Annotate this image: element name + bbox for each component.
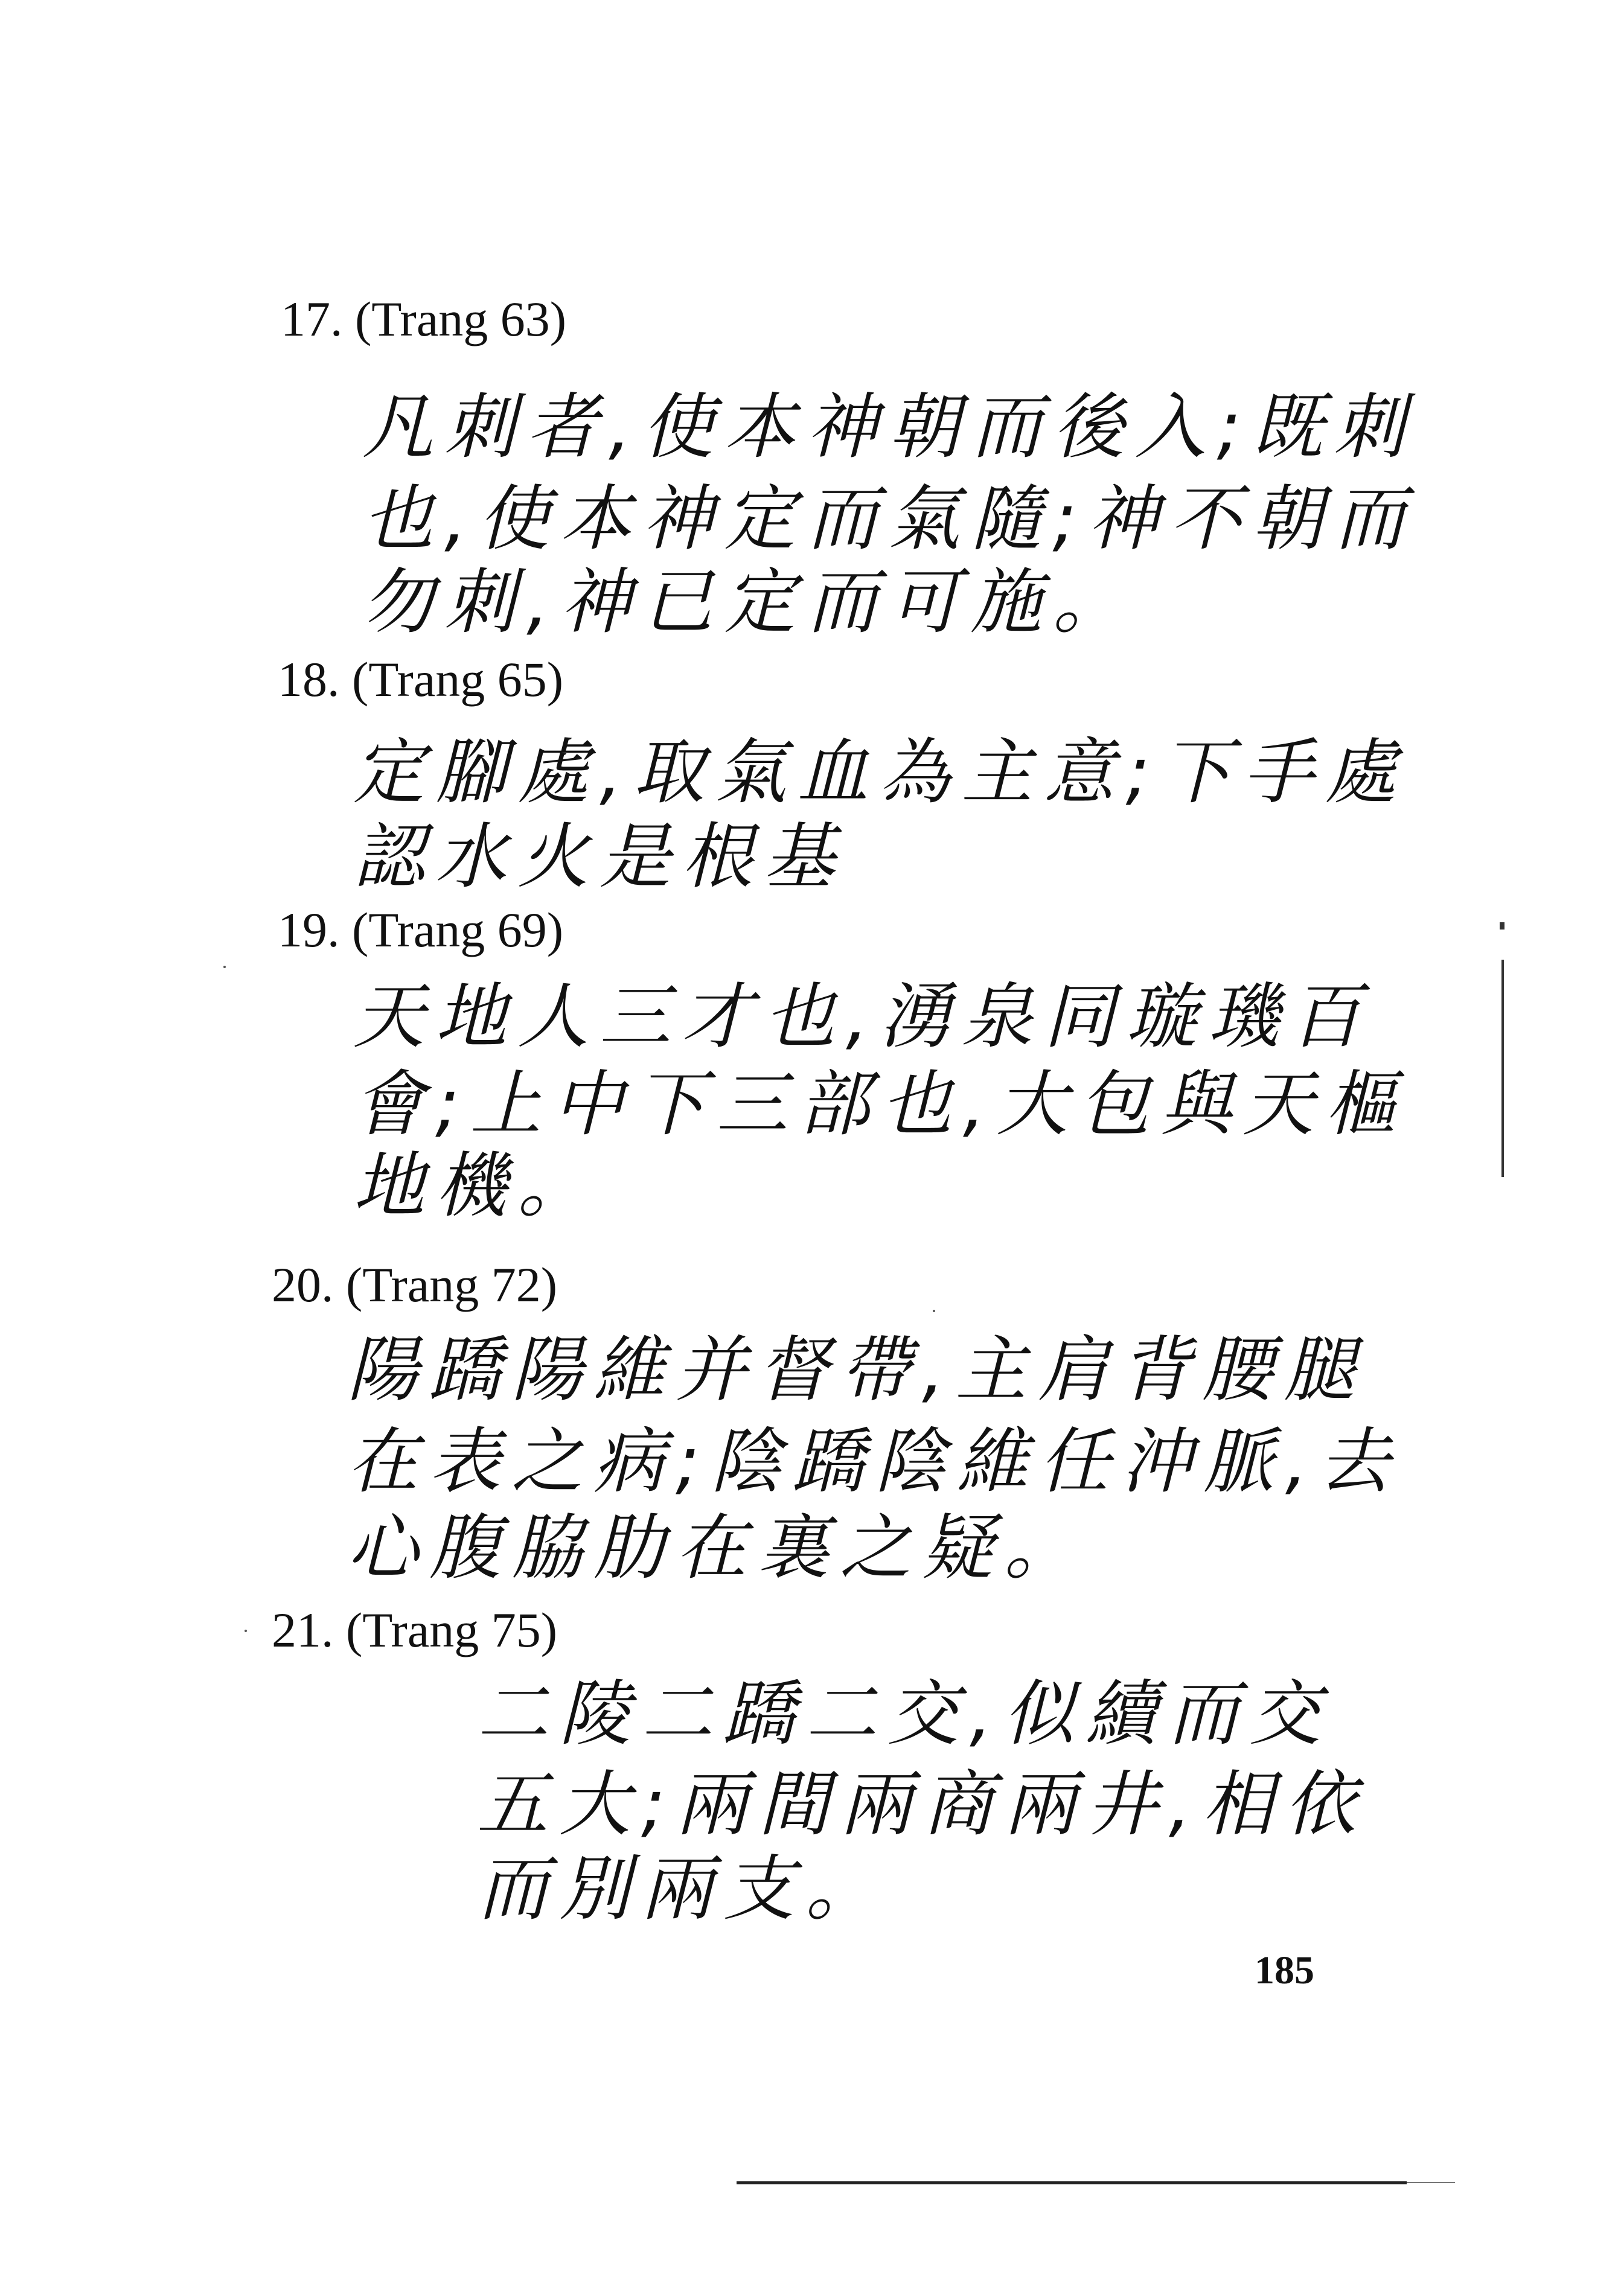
scan-speck xyxy=(245,1630,247,1632)
entry-19-line-2: 會;上中下三部也,大包與天樞 xyxy=(353,1062,1407,1146)
entry-19-heading: 19. (Trang 69) xyxy=(278,902,564,957)
entry-17-line-3: 勿刺,神已定而可施。 xyxy=(362,560,1135,643)
entry-17-line-1: 凡刺者,使本神朝而後入;既刺 xyxy=(362,385,1416,468)
entry-18-line-2: 認水火是根基 xyxy=(353,815,846,898)
page-number: 185 xyxy=(1255,1948,1314,1992)
entry-19-line-1: 天地人三才也,湧泉同璇璣百 xyxy=(353,975,1372,1058)
margin-mark xyxy=(1501,960,1504,1177)
entry-21-line-1: 二陵二蹻二交,似續而交 xyxy=(477,1672,1332,1755)
margin-dot xyxy=(1500,922,1504,930)
scan-speck xyxy=(933,1310,935,1312)
entry-21-heading: 21. (Trang 75) xyxy=(272,1602,558,1657)
entry-21-line-3: 而別兩支。 xyxy=(477,1847,888,1930)
entry-18-line-1: 定腳處,取氣血為主意;下手處 xyxy=(353,730,1407,814)
entry-20-line-1: 陽蹻陽維并督帶,主肩背腰腿 xyxy=(347,1328,1366,1411)
entry-20-line-3: 心腹脇肋在裏之疑。 xyxy=(347,1506,1087,1589)
entry-17-heading: 17. (Trang 63) xyxy=(281,292,567,346)
footer-rule-tail xyxy=(1407,2182,1455,2183)
entry-19-line-3: 地機。 xyxy=(353,1144,600,1227)
entry-20-heading: 20. (Trang 72) xyxy=(272,1257,558,1312)
entry-21-line-2: 五大;兩間兩商兩井,相依 xyxy=(477,1762,1367,1846)
entry-20-line-2: 在表之病;陰蹻陰維任沖脈,去 xyxy=(347,1420,1401,1503)
scan-speck xyxy=(223,966,226,968)
entry-17-line-2: 也,使本神定而氣隨;神不朝而 xyxy=(362,477,1416,560)
entry-18-heading: 18. (Trang 65) xyxy=(278,652,564,707)
footer-rule xyxy=(737,2181,1407,2184)
